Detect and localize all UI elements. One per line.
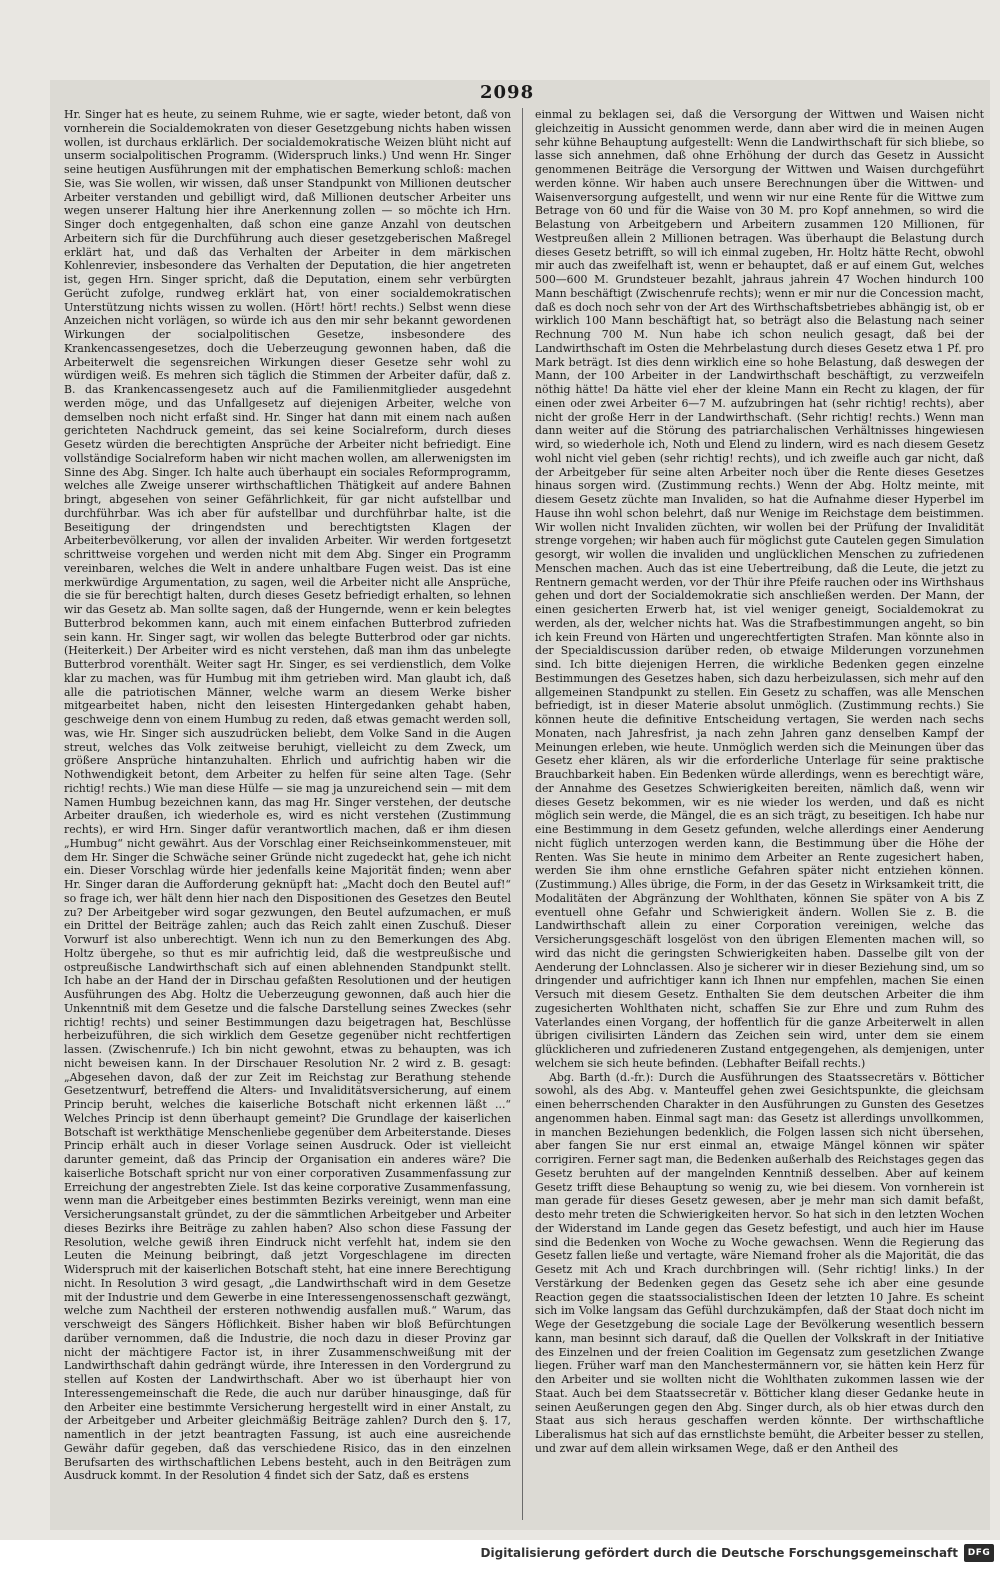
right-column-paragraph-2: Abg. Barth (d.-fr.): Durch die Ausführungen des Staatssecretärs v. Bötticher sowohl, als des Abg. v. Manteuffel gehen zwei Gesichtspunkte, die gleichsam einen beherrschenden Charakter in den Ausführungen zu Gunsten des Gesetzes angenommen haben. Einmal sagt man: das Gesetz ist allerdings unvollkommen, in manchen Beziehungen bedenklich, die Folgen lassen sich nicht übersehen, aber fangen Sie nur erst einmal an, etwaige Mängel können wir später corrigiren. Ferner sagt man, die Bedenken außerhalb des Reichstages gegen das Gesetz beruhten auf der mangelnden Kenntniß desselben. Aber auf keinem Gesetz trifft diese Behauptung so wenig zu, wie bei diesem. Von vornherein ist man gerade für dieses Gesetz gewesen, aber je mehr man sich damit befaßt, desto mehr treten die Schwierigkeiten hervor. So hat sich in den letzten Wochen der Widerstand im Lande gegen das Gesetz befestigt, und auch hier im Hause sind die Bedenken von Woche zu Woche gewachsen. Wenn die Regierung das Gesetz fallen ließe und vertagte, wäre Niemand froher als die Majorität, die das Gesetz mit Ach und Krach durchbringen will. (Sehr richtig! links.) In der Verstärkung der Bedenken gegen das Gesetz sehe ich aber eine gesunde Reaction gegen die staatssocialistischen Ideen der letzten 10 Jahre. Es scheint sich im Volke langsam das Gefühl durchzukämpfen, daß der Staat doch nicht im Wege der Gesetzgebung die sociale Lage der Bevölkerung wesentlich bessern kann, man besinnt sich darauf, daß die Quellen der Volkskraft in der Initiative des Einzelnen und der freien Coalition im Gegensatz zum gesetzlichen Zwange liegen. Früher warf man den Manchestermännern vor, sie hätten kein Herz für den Arbeiter und sie wollten nicht die Wohlthaten zukommen lassen wie der Staat. Auch bei dem Staatssecretär v. Bötticher klang dieser Gedanke heute in seinen Aeußerungen gegen den Abg. Singer durch, als ob hier etwas durch den Staat aus sich heraus geschaffen werden könnte. Der wirthschaftliche Liberalismus hat sich auf das ernstlichste bemüht, die Arbeiter besser zu stellen, und zwar auf dem allein wirksamen Wege, daß er den Antheil des [535, 1070, 984, 1455]
column-divider [522, 108, 523, 1520]
left-column-paragraph-1: Hr. Singer hat es heute, zu seinem Ruhme, wie er sagte, wieder betont, daß von vornherein die Socialdemokraten von dieser Gesetzgebung nichts haben wissen wollen, ist durchaus erklärlich. Der socialdemokratische Weizen blüht nicht auf unserm socialpolitischen Programm. (Widerspruch links.) Und wenn Hr. Singer seine heutigen Ausführungen mit der emphatischen Bemerkung schloß: machen Sie, was Sie wollen, wir wissen, daß unser Standpunkt von Millionen deutscher Arbeiter verstanden und gebilligt wird, daß Millionen deutscher Arbeiter uns wegen unserer Haltung hier ihre Anerkennung zollen — so möchte ich Hrn. Singer doch entgegenhalten, daß schon eine ganze Anzahl von deutschen Arbeitern sich für die Durchführung auch dieser gesetzgeberischen Maßregel erklärt hat, und daß das Verhalten der Arbeiter in dem märkischen Kohlenrevier, insbesondere das Verhalten der Deputation, die hier angetreten ist, gegen Hrn. Singer spricht, daß die Deputation, einem sehr verbürgten Gerücht zufolge, rundweg erklärt hat, von einer socialdemokratischen Unterstützung nichts wissen zu wollen. (Hört! hört! rechts.) Selbst wenn diese Anzeichen nicht vorlägen, so würde ich aus den mir sehr bekannt gewordenen Wirkungen der socialpolitischen Gesetze, insbesondere des Krankencassengesetzes, doch die Ueberzeugung gewonnen haben, daß die Arbeiterwelt die segensreichen Wirkungen dieser Gesetze sehr wohl zu würdigen weiß. Es mehren sich täglich die Stimmen der Arbeiter dafür, daß z. B. das Krankencassengesetz auch auf die Familienmitglieder ausgedehnt werden möge, und das Unfallgesetz auf diejenigen Arbeiter, welche von demselben noch nicht erfaßt sind. Hr. Singer hat dann mit einem nach außen gerichteten Nachdruck gemeint, das sei keine Socialreform, durch dieses Gesetz würden die berechtigten Ansprüche der Arbeiter nicht befriedigt. Eine vollständige Socialreform haben wir nicht machen wollen, am allerwenigsten im Sinne des Abg. Singer. Ich halte auch überhaupt ein sociales Reformprogramm, welches alle Zweige unserer wirthschaftlichen Thätigkeit auf andere Bahnen bringt, abgesehen von seiner Gefährlichkeit, für gar nicht aufstellbar und durchführbar. Was ich aber für aufstellbar und durchführbar halte, ist die Beseitigung der dringendsten und berechtigtsten Klagen der Arbeiterbevölkerung, vor allen der invaliden Arbeiter. Wir werden fortgesetzt schrittweise vorgehen und werden nicht mit dem Abg. Singer ein Programm vereinbaren, welches die Welt in andere unhaltbare Fugen weist. Das ist eine merkwürdige Argumentation, zu sagen, weil die Arbeiter nicht alle Ansprüche, die sie für berechtigt halten, durch dieses Gesetz befriedigt erhalten, so lehnen wir das Gesetz ab. Man sollte sagen, daß der Hungernde, wenn er kein belegtes Butterbrod bekommen kann, auch mit einem einfachen Butterbrod zufrieden sein kann. Hr. Singer sagt, wir wollen das belegte Butterbrod oder gar nichts. (Heiterkeit.) Der Arbeiter wird es nicht verstehen, daß man ihm das unbelegte Butterbrod vorenthält. Weiter sagt Hr. Singer, es sei verdienstlich, dem Volke klar zu machen, was für Humbug mit ihm getrieben wird. Man glaubt ich, daß alle die patriotischen Männer, welche warm an diesem Werke bisher mitgearbeitet haben, nicht den leisesten Hintergedanken gehabt haben, geschweige denn von einem Humbug zu reden, daß etwas gemacht werden soll, was, wie Hr. Singer sich auszudrücken beliebt, dem Volke Sand in die Augen streut, welches das Volk zeitweise beruhigt, vielleicht zu dem Zweck, um größere Ansprüche hintanzuhalten. Ehrlich und aufrichtig haben wir die Nothwendigkeit betont, dem Arbeiter zu helfen für seine alten Tage. (Sehr richtig! rechts.) Wie man diese Hülfe — sie mag ja unzureichend sein — mit dem Namen Humbug bezeichnen kann, das mag Hr. Singer verstehen, der deutsche Arbeiter draußen, ich wiederhole es, wird es nicht verstehen (Zustimmung rechts), er wird Hrn. Singer dafür verantwortlich machen, daß er ihm diesen „Humbug“ nicht gewährt. Aus der Vorschlag einer Reichseinkommensteuer, mit dem Hr. Singer die Schwäche seiner Gründe nicht zugedeckt hat, gehe ich nicht ein. Dieser Vorschlag würde hier jedenfalls keine Majorität finden; wenn aber Hr. Singer daran die Aufforderung geknüpft hat: „Macht doch den Beutel auf!“ so frage ich, wer hält denn hier nach den Dispositionen des Gesetzes den Beutel zu? Der Arbeitgeber wird sogar gezwungen, den Beutel aufzumachen, er muß ein Drittel der Beiträge zahlen; auch das Reich zahlt einen Zuschuß. Dieser Vorwurf ist also unberechtigt. Wenn ich nun zu den Bemerkungen des Abg. Holtz übergehe, so thut es mir aufrichtig leid, daß die westpreußische und ostpreußische Landwirthschaft sich auf einen ablehnenden Standpunkt stellt. Ich habe an der Hand der in Dirschau gefaßten Resolutionen und der heutigen Ausführungen des Abg. Holtz die Ueberzeugung gewonnen, daß auch hier die Unkenntniß mit dem Gesetze und die falsche Darstellung seines Zweckes (sehr richtig! rechts) und seiner Bestimmungen dazu beigetragen hat, Beschlüsse herbeizuführen, die sich wirklich dem Gesetze gegenüber nicht rechtfertigen lassen. (Zwischenrufe.) Ich bin nicht gewohnt, etwas zu behaupten, was ich nicht beweisen kann. In der Dirschauer Resolution Nr. 2 wird z. B. gesagt: „Abgesehen davon, daß der zur Zeit im Reichstag zur Berathung stehende Gesetzentwurf, betreffend die Alters- und Invaliditätsversicherung, auf einem Princip beruht, welches die kaiserliche Botschaft nicht erkennen läßt ...“ Welches Princip ist denn überhaupt gemeint? Die Grundlage der kaiserlichen Botschaft ist werkthätige Menschenliebe gegenüber dem Arbeiterstande. Dieses Princip erhält auch in dieser Vorlage seinen Ausdruck. Oder ist vielleicht darunter gemeint, daß das Princip der Organisation ein anderes wäre? Die kaiserliche Botschaft spricht nur von einer corporativen Zusammenfassung zur Erreichung der angestrebten Ziele. Ist das keine corporative Zusammenfassung, wenn man die Arbeitgeber eines bestimmten Bezirks vereinigt, wenn man eine Versicherungsanstalt gründet, zu der die sämmtlichen Arbeitgeber und Arbeiter dieses Bezirks ihre Beiträge zu zahlen haben? Also schon diese Fassung der Resolution, welche gewiß ihren Eindruck nicht verfehlt hat, indem sie den Leuten die Meinung beibringt, daß jetzt Vorgeschlagene im directen Widerspruch mit der kaiserlichen Botschaft steht, hat eine innere Berechtigung nicht. In Resolution 3 wird gesagt, „die Landwirthschaft wird in dem Gesetze mit der Industrie und dem Gewerbe in eine Interessengenossenschaft gezwängt, welche zum Nachtheil der ersteren nothwendig ausfallen muß.“ Warum, das verschweigt des Sängers Höflichkeit. Bisher haben wir bloß Befürchtungen darüber vernommen, daß die Industrie, die noch dazu in dieser Provinz gar nicht der mächtigere Factor ist, in ihrer Zusammenschweißung mit der Landwirthschaft dahin gedrängt würde, ihre Interessen in den Vordergrund zu stellen auf Kosten der Landwirthschaft. Aber wo ist überhaupt hier von Interessengemeinschaft die Rede, die auch nur darüber hinausginge, daß für den Arbeiter eine bestimmte Versicherung hergestellt wird in einer Anstalt, zu der Arbeitgeber und Arbeiter gleichmäßig Beiträge zahlen? Durch den §. 17, namentlich in der jetzt beantragten Fassung, ist auch eine ausreichende Gewähr dafür gegeben, daß das verschiedene Risico, das in den einzelnen Berufsarten des wirthschaftlichen Lebens besteht, auch in den Beiträgen zum Ausdruck kommt. In der Resolution 4 findet sich der Satz, daß es erstens [64, 108, 511, 1483]
right-column-paragraph-1: einmal zu beklagen sei, daß die Versorgung der Wittwen und Waisen nicht gleichzeitig in Aussicht genommen werde, dann aber wird die in meinen Augen sehr kühne Behauptung aufgestellt: Wenn die Landwirthschaft für sich bliebe, so lasse sich annehmen, daß ohne Erhöhung der durch das Gesetz in Aussicht genommenen Beiträge die Versorgung der Wittwen und Waisen durchgeführt werden könne. Wir haben auch unsere Berechnungen über die Wittwen- und Waisenversorgung aufgestellt, und wenn wir nur eine Rente für die Wittwe zum Betrage von 60 und für die Waise von 30 M. pro Kopf annehmen, so wird die Belastung von Arbeitgebern und Arbeitern zusammen 120 Millionen, für Westpreußen allein 2 Millionen betragen. Was überhaupt die Belastung durch dieses Gesetz betrifft, so will ich einmal zugeben, Hr. Holtz hätte Recht, obwohl mir auch das zweifelhaft ist, wenn er behauptet, daß er auf einem Gut, welches 500—600 M. Grundsteuer bezahlt, jahraus jahrein 47 Wochen hindurch 100 Mann beschäftigt (Zwischenrufe rechts); wenn er mir nur die Concession macht, daß es doch noch sehr von der Art des Wirthschaftsbetriebes abhängig ist, ob er wirklich 100 Mann beschäftigt hat, so beträgt also die Belastung nach seiner Rechnung 700 M. Nun habe ich schon neulich gesagt, daß bei der Landwirthschaft im Osten die Mehrbelastung durch dieses Gesetz etwa 1 Pf. pro Mark beträgt. Ist dies denn wirklich eine so hohe Belastung, daß deswegen der Mann, der 100 Arbeiter in der Landwirthschaft beschäftigt, zu verzweifeln nöthig hätte! Da hätte viel eher der kleine Mann ein Recht zu klagen, der für einen oder zwei Arbeiter 6—7 M. aufzubringen hat (sehr richtig! rechts), aber nicht der große Herr in der Landwirthschaft. (Sehr richtig! rechts.) Wenn man dann weiter auf die Störung des patriarchalischen Verhältnisses hingewiesen wird, so wiederhole ich, Noth und Elend zu lindern, wird es nach diesem Gesetz wohl nicht viel geben (sehr richtig! rechts), und ich zweifle auch gar nicht, daß der Arbeitgeber für seine alten Arbeiter noch über die Rente dieses Gesetzes hinaus sorgen wird. (Zustimmung rechts.) Wenn der Abg. Holtz meinte, mit diesem Gesetz züchte man Invaliden, so hat die Aufnahme dieser Hyperbel im Hause ihn wohl schon belehrt, daß nur Wenige im Reichstage dem beistimmen. Wir wollen nicht Invaliden züchten, wir wollen bei der Prüfung der Invalidität strenge vorgehen; wir haben auch für möglichst gute Cautelen gegen Simulation gesorgt, wir wollen die invaliden und unglücklichen Menschen zu zufriedenen Menschen machen. Auch das ist eine Uebertreibung, daß die Leute, die jetzt zu Rentnern gemacht werden, vor der Thür ihre Pfeife rauchen oder ins Wirthshaus gehen und dort der Socialdemokratie sich anschließen werden. Der Mann, der einen gesicherten Erwerb hat, ist viel weniger geneigt, Socialdemokrat zu werden, als der, welcher nichts hat. Was die Strafbestimmungen angeht, so bin ich kein Freund von Härten und ungerechtfertigten Strafen. Man könnte also in der Specialdiscussion darüber reden, ob etwaige Milderungen vorzunehmen sind. Ich bitte diejenigen Herren, die wirkliche Bedenken gegen einzelne Bestimmungen des Gesetzes haben, sich dazu herbeizulassen, sich mehr auf den allgemeinen Standpunkt zu stellen. Ein Gesetz zu schaffen, was alle Menschen befriedigt, ist in dieser Materie absolut unmöglich. (Zustimmung rechts.) Sie können heute die definitive Entscheidung vertagen, Sie werden nach sechs Monaten, nach Jahresfrist, ja nach zehn Jahren ganz denselben Kampf der Meinungen erleben, wie heute. Unmöglich werden sich die Meinungen über das Gesetz eher klären, als wir die erforderliche Unterlage für seine praktische Brauchbarkeit haben. Ein Bedenken würde allerdings, wenn es berechtigt wäre, der Annahme des Gesetzes Schwierigkeiten bereiten, nämlich daß, wenn wir dieses Gesetz bekommen, wir es nie wieder los werden, und daß es nicht möglich sein werde, die Mängel, die es an sich trägt, zu beseitigen. Ich habe nur eine Bestimmung in dem Gesetz gefunden, welche allerdings einer Aenderung nicht füglich unterzogen werden kann, die Bestimmung über die Höhe der Renten. Was Sie heute in minimo dem Arbeiter an Rente zugesichert haben, werden Sie ihm ohne ernstliche Gefahren später nicht entziehen können. (Zustimmung.) Alles übrige, die Form, in der das Gesetz in Wirksamkeit tritt, die Modalitäten der Abgränzung der Wohlthaten, können Sie später von A bis Z eventuell ohne Gefahr und Schwierigkeit ändern. Wollen Sie z. B. die Landwirthschaft allein zu einer Corporation vereinigen, welche das Versicherungsgeschäft losgelöst von den übrigen Elementen machen will, so wird das nicht die geringsten Schwierigkeiten haben. Dasselbe gilt von der Aenderung der Lohnclassen. Also je sicherer wir in dieser Beziehung sind, um so dringender und aufrichtiger kann ich Ihnen nur empfehlen, machen Sie einen Versuch mit diesem Gesetz. Enthalten Sie dem deutschen Arbeiter die ihm zugesicherten Wohlthaten nicht, schaffen Sie zur Ehre und zum Ruhm des Vaterlandes einen Vorgang, der hoffentlich für die ganze Arbeiterwelt in allen übrigen civilisirten Ländern das Zeichen sein wird, unter dem sie einem glücklicheren und zufriedeneren Zustand entgegengehen, als demjenigen, unter welchem sie sich heute befinden. (Lebhafter Beifall rechts.) [535, 108, 984, 1070]
left-column [64, 108, 511, 1520]
dfg-logo-icon: DFG [964, 1544, 994, 1562]
right-column [535, 108, 984, 1520]
footer-bar [0, 1540, 1000, 1569]
text-columns [64, 108, 984, 1520]
funding-credit: Digitalisierung gefördert durch die Deutsche Forschungsgemeinschaft [480, 1546, 958, 1560]
page-number: 2098 [480, 82, 535, 103]
